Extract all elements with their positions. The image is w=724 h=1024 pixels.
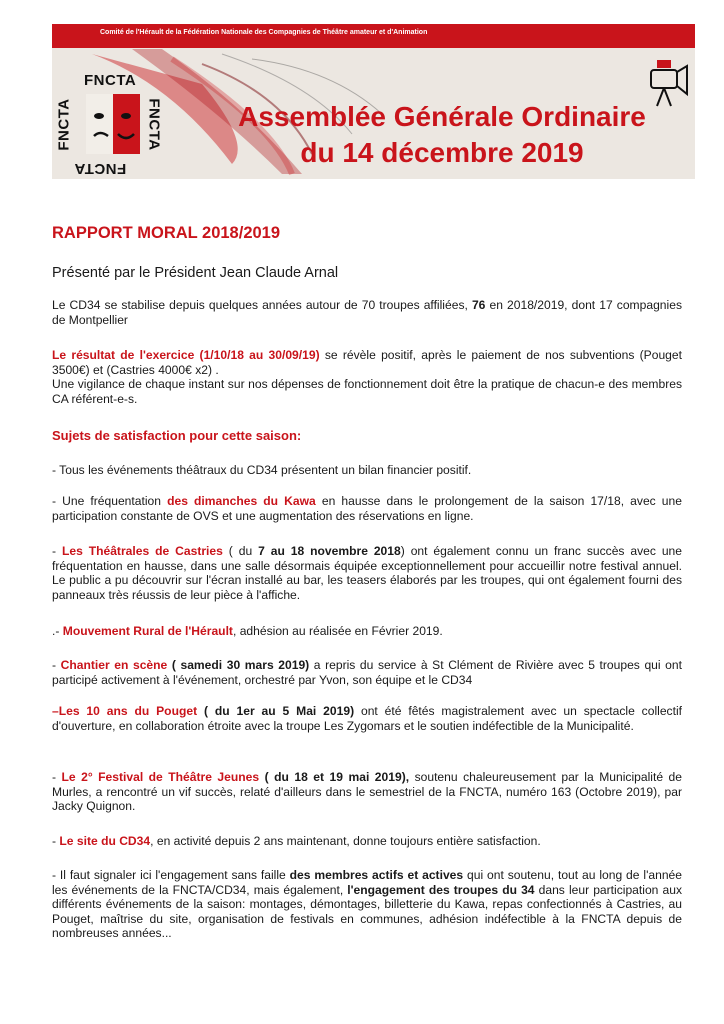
fncta-logo: FNCTA FNCTA FNCTA FNCTA	[55, 72, 163, 177]
presented-by: Présenté par le Président Jean Claude Arnal	[52, 265, 339, 281]
item-festival-jeunes: - Le 2° Festival de Théâtre Jeunes ( du 18 et 19 mai 2019), soutenu chaleureusement par la Municipalité de Murles, a rencontré un vif succès, relaté d'ailleurs dans le semestriel de la FNCTA, numéro 163 (Octobre 2019), par Jacky Quignon.	[52, 770, 682, 814]
satisfaction-title: Sujets de satisfaction pour cette saison:	[52, 428, 302, 443]
item-castries: - Les Théâtrales de Castries ( du 7 au 18 novembre 2018) ont également connu un franc succès avec une fréquentation en hausse, dans une salle désormais équipée exceptionnellement pour accueillir notre festival annuel. Le public a pu découvrir sur l'écran installé au bar, les teasers élaborés par les troupes, qui ont également fourni des panneaux très réussis de leur pièce à l'affiche.	[52, 544, 683, 602]
header-banner	[52, 24, 695, 179]
theatre-mask-icon	[86, 94, 140, 154]
item-site: - Le site du CD34, en activité depuis 2 ans maintenant, donne toujours entière satisfaction.	[52, 834, 541, 848]
item-mouvement-rural: .- Mouvement Rural de l'Hérault, adhésion au réalisée en Février 2019.	[52, 624, 443, 638]
intro-paragraph: Le CD34 se stabilise depuis quelques années autour de 70 troupes affiliées, 76 en 2018/2019, dont 17 compagnies de Montpellier	[52, 298, 682, 327]
banner-red-strip	[52, 24, 695, 48]
item-chantier: - Chantier en scène ( samedi 30 mars 2019) a repris du service à St Clément de Rivière avec 5 troupes qui ont participé activement à l'événement, orchestré par Yvon, son équipe et le CD34	[52, 658, 682, 687]
result-paragraph: Le résultat de l'exercice (1/10/18 au 30/09/19) se révèle positif, après le paiement de nos subventions (Pouget 3500€) et (Castries 4000€ x2) . Une vigilance de chaque instant sur nos dépenses de fonctionnement doit être la pratique de chacun-e des membres CA référent-e-s.	[52, 348, 682, 406]
banner-title: Assemblée Générale Ordinaire du 14 décembre 2019	[238, 101, 646, 168]
item-engagement: - Il faut signaler ici l'engagement sans faille des membres actifs et actives qui ont soutenu, tout au long de l'année les événements de la FNCTA/CD34, mais également, l'engagement des troupes du 34 dans leur participation aux différents événements de la saison: montages, démontages, billetterie du Kawa, repas confectionnés à Castries, au Pouget, maîtrise du site, organisation de festivals en communes, adhésion indéfectible à la FNCTA depuis de nombreuses années...	[52, 868, 683, 941]
item-kawa: - Une fréquentation des dimanches du Kawa en hausse dans le prolongement de la saison 17/18, avec une participation constante de OVS et une augmentation des réservations en ligne.	[52, 494, 682, 523]
item-financial: - Tous les événements théâtraux du CD34 présentent un bilan financier positif.	[52, 463, 472, 477]
report-heading: RAPPORT MORAL 2018/2019	[52, 224, 281, 242]
item-pouget: –Les 10 ans du Pouget ( du 1er au 5 Mai 2019) ont été fêtés magistralement avec un spectacle collectif d'ouverture, en collaboration étroite avec la troupe Les Zygomars et le soutien indéfectible de la Municipalité.	[52, 704, 683, 733]
committee-line: Comité de l'Hérault de la Fédération Nationale des Compagnies de Théâtre amateur et d'Animation	[100, 29, 428, 36]
